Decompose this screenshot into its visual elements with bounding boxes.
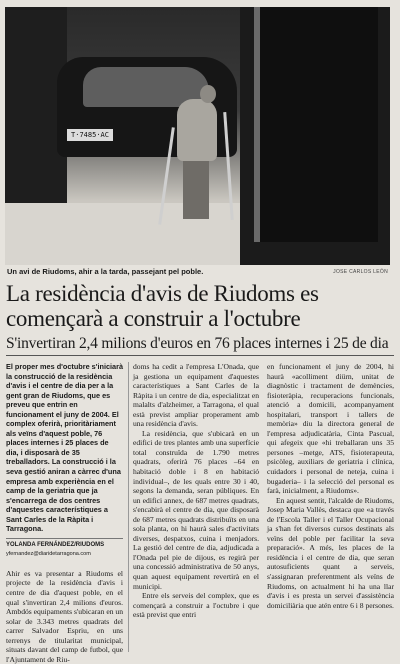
photo-man-legs — [183, 157, 209, 219]
body-paragraph: doms ha cedit a l'empresa L'Onada, que ja gestiona un equipament d'aquestes característiques a Sant Carles de la Ràpita i un centre de dia, especialitzat en malalts d'alzheimer, a Tarragona, el qual està previst ampliar properament amb una residència d'avis. — [133, 362, 259, 429]
photo-elderly-man — [177, 99, 217, 161]
photo-credit: JOSE CARLOS LEÓN — [333, 269, 388, 275]
article-column-1 — [6, 362, 123, 664]
photo-man-head — [200, 85, 216, 103]
body-paragraph: en funcionament el juny de 2004, hi haurà «acolliment diürn, unitat de diagnòstic i tractament de demències, fisioteràpia, recuperacions funcionals, atenció a domicili, acompanyament hospitalari, transport i tallers de memòria» diu la directora general de l'empresa adjudicatària, Cinta Pascual, qui afegeix que «hi treballaran uns 35 persones –metge, ATS, fisioterapeuta, psicòleg, auxiliars de geriatria i clínica, cuidadors i personal de neteja, cuina i bugaderia– i la selecció del personal es farà, inicialment, a Riudoms». — [267, 362, 394, 496]
divider — [6, 355, 394, 356]
body-paragraph: En aquest sentit, l'alcalde de Riudoms, Josep Maria Vallès, destaca que «a través de l'Escola Taller i el Taller Ocupacional ja s'han fet diversos cursos destinats als veïns del poble per facilitar la seva preparació». A més, les places de la residència i el centre de dia, que seran autosuficients quant a serveis, s'assignaran preferentment als veïns de Riudoms, on actualment hi ha una llar d'avis i es presta un servei d'assistència domiciliària que atén entre 6 i 8 persones. — [267, 495, 394, 610]
lead-paragraph: El proper mes d'octubre s'iniciarà la construcció de la residència d'avis i el centre de dia per a la gent gran de Riudoms, que es preveu que entrin en funcionament el juny de 2004. El complex oferirà, prioritàriament als veïns d'aquest poble, 76 places internes i 25 places de dia, i disposarà de 35 treballadors. La construcció i la seva gestió aniran a càrrec d'una empresa amb experiència en el camp de la geriatria que ja s'encarrega de dos centres d'aquestes característiques a Sant Carles de la Ràpita i Tarragona. — [6, 362, 124, 534]
column-divider — [128, 362, 129, 652]
headline: La residència d'avis de Riudoms es començarà a construir a l'octubre — [6, 281, 319, 331]
body-paragraph: La residència, que s'ubicarà en un edifici de tres plantes amb una superfície total construïda de 1.790 metres quadrats, oferirà 76 places –64 en habitació doble i 8 en habitació individual–, de les quals entre 30 i 40, segons la demanda, seran públiques. En un edifici annex, de 687 metres quadrats, s'encabirà el centre de dia, que disposarà de 687 metres quadrats distribuïts en una sola planta, on hi haurà sales d'activitats diverses, despatxos, cuina i menjadors. La gestió del centre de dia, adjudicada a l'Onada pel pie de dijous, es regirà per una concessió administrativa de 50 anys, quan aquest equipament revertirà en el municipi. — [133, 428, 259, 591]
byline: YOLANDA FERNÁNDEZ/RIUDOMS — [6, 538, 123, 551]
body-paragraph: Entre els serveis del complex, que es començarà a construir a l'octubre i que està previst que entri — [133, 591, 259, 620]
news-photo — [5, 7, 390, 265]
author-email: yfernandez@diaridetarragona.com — [6, 551, 91, 558]
subheadline: S'invertiran 2,4 milions d'euros en 76 places internes i 25 de dia — [6, 335, 389, 352]
photo-caption: Un avi de Riudoms, ahir a la tarda, passejant pel poble. — [7, 267, 204, 276]
article-column-3 — [267, 362, 394, 610]
photo-license-plate: T·7485·AC — [67, 129, 113, 141]
article-column-2 — [133, 362, 259, 620]
body-paragraph: Ahir es va presentar a Riudoms el projecte de la residència d'avis i centre de dia d'aquest poble, en el qual s'invertiran 2,4 milions d'euros. Ambdós equipaments s'ubicaran en un solar de 3.343 metres quadrats del carrer Salvador Espriu, en uns terrenys de titularitat municipal, situats davant del camp de futbol, que l'Ajuntament de Riu- — [6, 568, 123, 664]
photo-doorway — [254, 7, 378, 242]
